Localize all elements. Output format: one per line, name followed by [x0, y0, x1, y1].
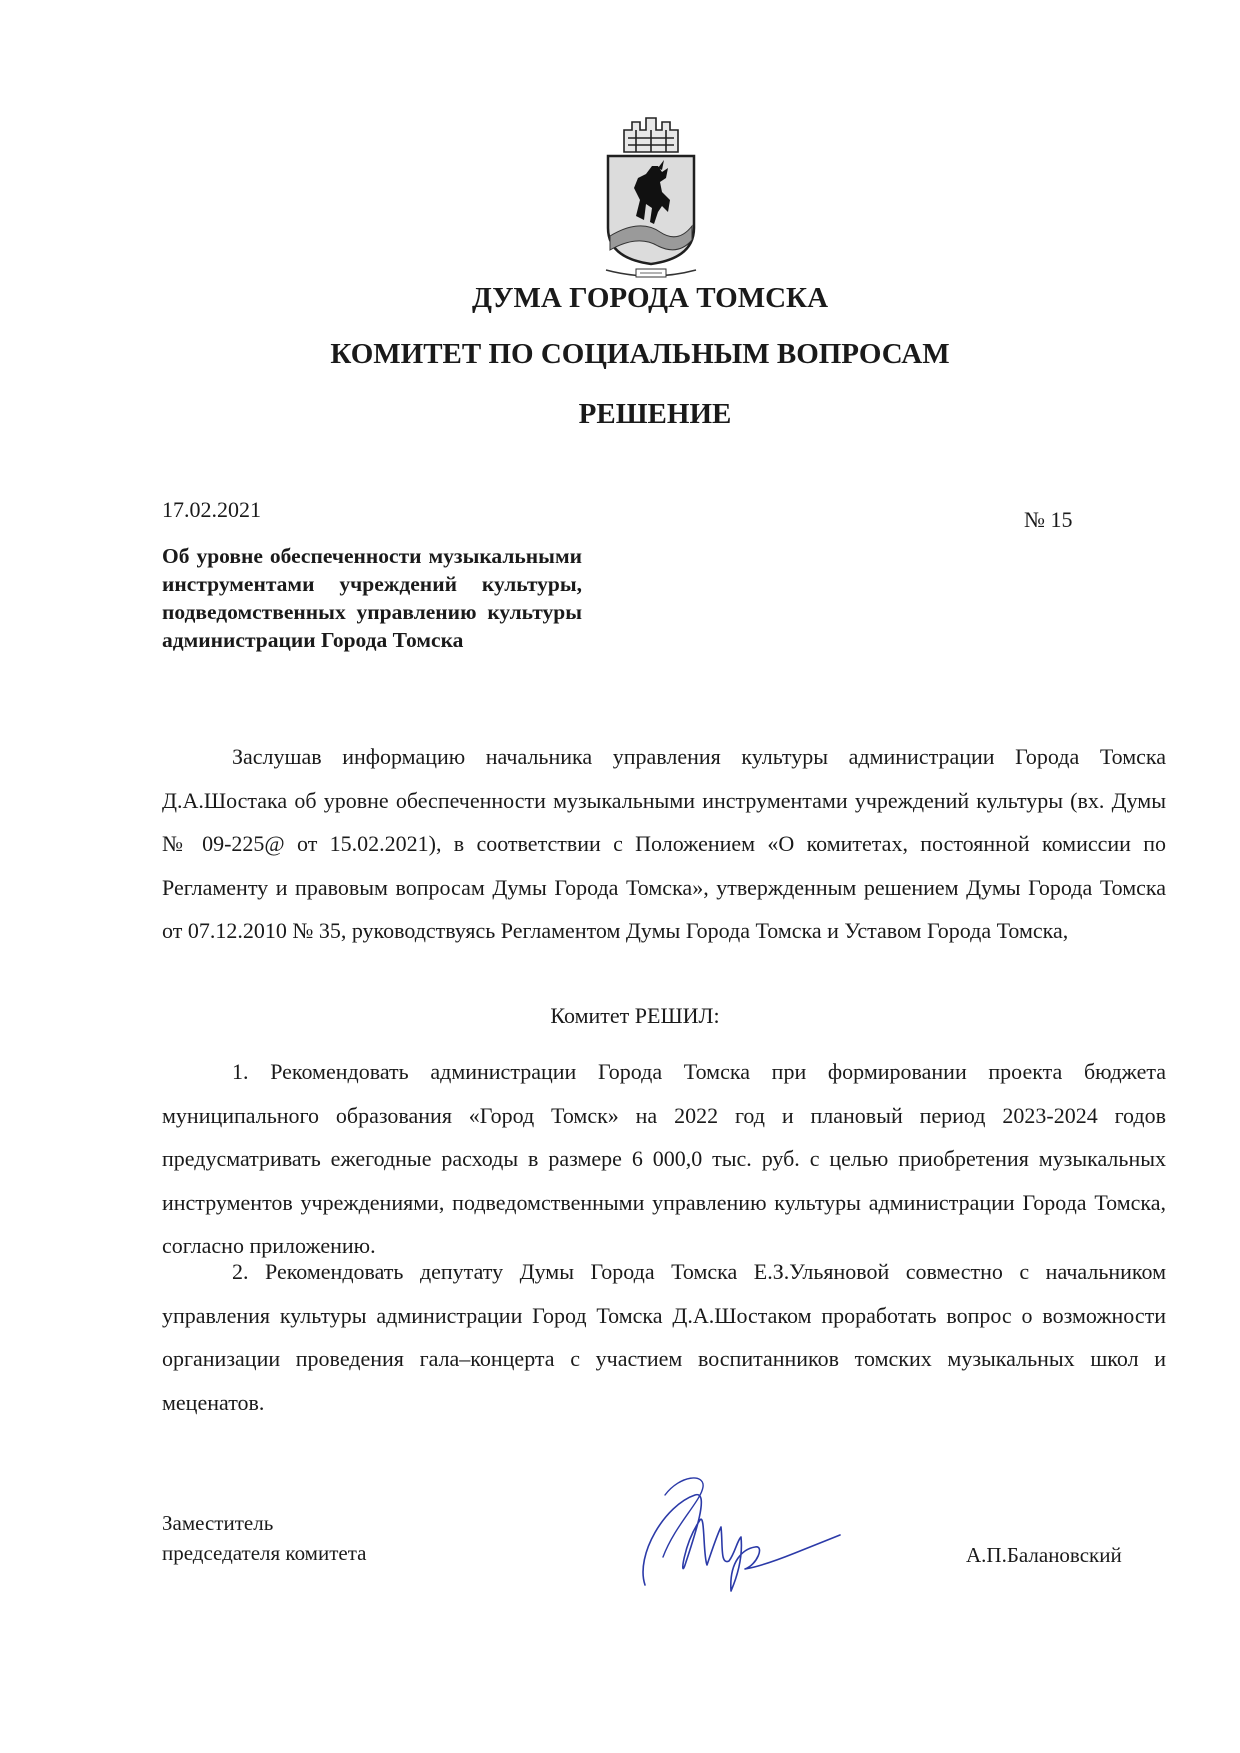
- signatory-name: А.П.Балановский: [966, 1543, 1122, 1567]
- decision-item-1: 1. Рекомендовать администрации Города Томска при формировании проекта бюджета муниципального образования «Город Томск» на 2022 год и плановый период 2023-2024 годов предусматривать ежегодные расходы в размере 6 000,0 тыс. руб. с целью приобретения музыкальных инструментов учреждениями, подведомственными управлению культуры администрации Города Томска, согласно приложению.: [162, 1059, 1166, 1258]
- handwritten-signature: [625, 1465, 845, 1615]
- decision-heading: Комитет РЕШИЛ:: [550, 1003, 720, 1028]
- committee-title: КОМИТЕТ ПО СОЦИАЛЬНЫМ ВОПРОСАМ: [330, 338, 950, 370]
- document-number: № 15: [1024, 507, 1073, 532]
- decision-item-2: 2. Рекомендовать депутату Думы Города Томска Е.З.Ульяновой совместно с начальником управления культуры администрации Город Томска Д.А.Шостаком проработать вопрос о возможности организации проведения гала–концерта с участием воспитанников томских музыкальных школ и меценатов.: [162, 1259, 1166, 1415]
- signatory-title-line-1: Заместитель: [162, 1511, 274, 1535]
- document-subject: Об уровне обеспеченности музыкальными инструментами учреждений культуры, подведомственных управлению культуры администрации Города Томска: [162, 544, 582, 652]
- preamble-paragraph: Заслушав информацию начальника управления культуры администрации Города Томска Д.А.Шостака об уровне обеспеченности музыкальными инструментами учреждений культуры (вх. Думы № 09-225@ от 15.02.2021), в соответствии с Положением «О комитетах, постоянной комиссии по Регламенту и правовым вопросам Думы Города Томска», утвержденным решением Думы Города Томска от 07.12.2010 № 35, руководствуясь Регламентом Думы Города Томска и Уставом Города Томска,: [162, 744, 1166, 943]
- signatory-title-line-2: председателя комитета: [162, 1541, 367, 1565]
- document-type-title: РЕШЕНИЕ: [578, 398, 732, 430]
- organization-title: ДУМА ГОРОДА ТОМСКА: [471, 282, 829, 314]
- document-date: 17.02.2021: [162, 497, 261, 522]
- coat-of-arms-emblem: [600, 108, 702, 286]
- signatory-title: [162, 1508, 366, 1568]
